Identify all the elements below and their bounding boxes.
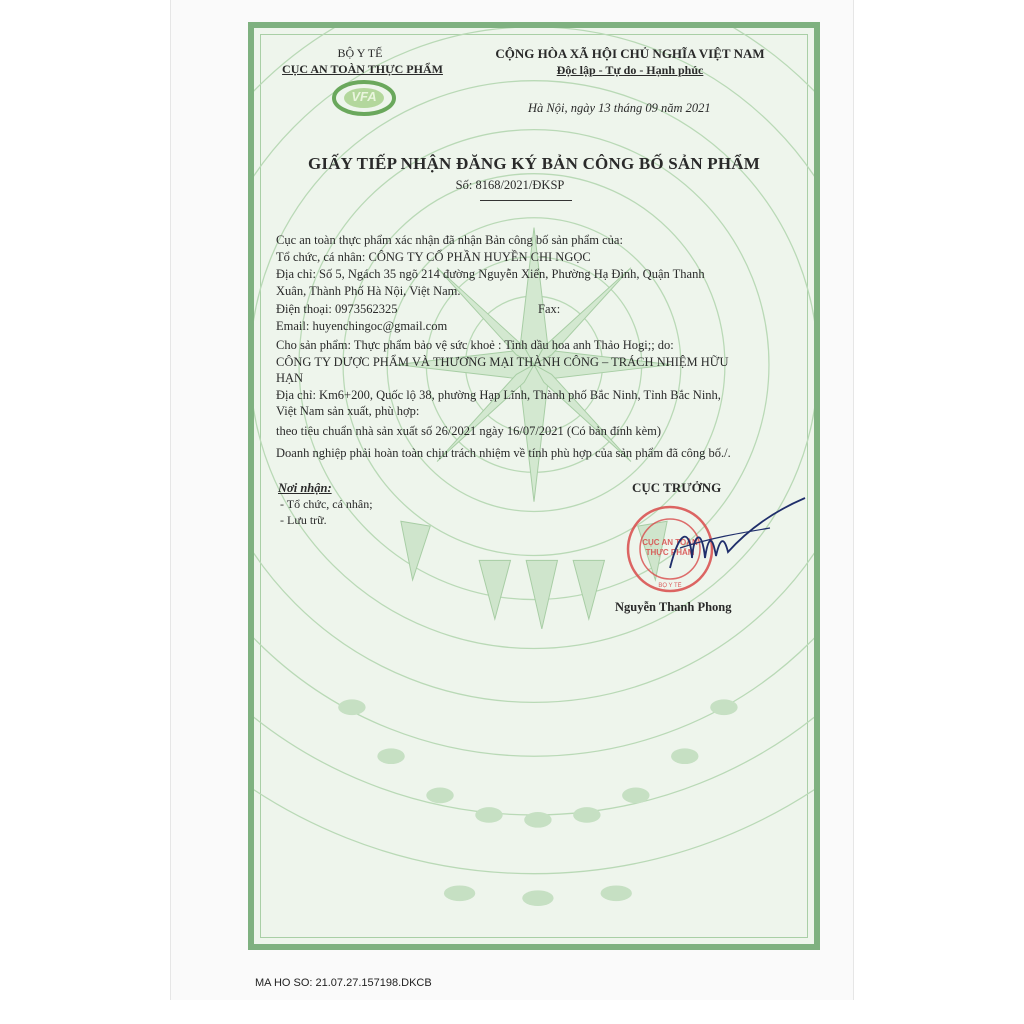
manufacturer-line-1: CÔNG TY DƯỢC PHẨM VÀ THƯƠNG MẠI THÀNH CÔNG – TRÁCH NHIỆM HỮU <box>276 355 729 369</box>
manufacturer-line-2: HẠN <box>276 371 304 385</box>
product-line: Cho sản phẩm: Thực phẩm bảo vệ sức khoẻ : Tinh dầu hoa anh Thảo Hogi;; do: <box>276 338 674 352</box>
handwritten-signature <box>650 488 810 588</box>
signer-name: Nguyễn Thanh Phong <box>615 600 732 614</box>
recipients-heading: Nơi nhận: <box>278 481 332 495</box>
ministry-name: BỘ Y TẾ <box>337 46 383 60</box>
dossier-code: MA HO SO: 21.07.27.157198.DKCB <box>255 977 432 989</box>
responsibility-line: Doanh nghiệp phải hoàn toàn chịu trách nhiệm về tính phù hợp của sản phẩm đã công bố./. <box>276 446 731 460</box>
title-underline <box>480 200 572 201</box>
fax-line: Fax: <box>538 302 561 316</box>
stamp-bottom-text: BỘ Y TẾ <box>658 583 682 589</box>
stamp-center-text: THỰC PHẨM <box>645 548 695 557</box>
email-line: Email: huyenchingoc@gmail.com <box>276 319 448 333</box>
document-title: GIẤY TIẾP NHẬN ĐĂNG KÝ BẢN CÔNG BỐ SẢN PHẨM <box>307 154 761 173</box>
country-name: CỘNG HÒA XÃ HỘI CHỦ NGHĨA VIỆT NAM <box>495 46 765 61</box>
manufacturer-address-1: Địa chỉ: Km6+200, Quốc lộ 38, phường Hạp Lĩnh, Thành phố Bắc Ninh, Tỉnh Bắc Ninh, <box>276 388 721 402</box>
signer-title: CỤC TRƯỞNG <box>632 480 722 495</box>
document-number: Số: 8168/2021/ĐKSP <box>455 178 565 192</box>
phone-line: Điện thoại: 0973562325 <box>276 302 398 316</box>
vfa-logo <box>330 78 398 118</box>
recipient-item: - Tổ chức, cá nhân; <box>280 497 373 511</box>
standard-line: theo tiêu chuẩn nhà sản xuất số 26/2021 ngày 16/07/2021 (Có bản đính kèm) <box>276 424 662 438</box>
vfa-logo-text: VFA <box>351 89 377 104</box>
recipient-item: - Lưu trữ. <box>280 513 327 527</box>
agency-name: CỤC AN TOÀN THỰC PHẨM <box>282 62 443 76</box>
intro-line: Cục an toàn thực phẩm xác nhận đã nhận Bản công bố sản phẩm của: <box>276 233 623 247</box>
organization-line: Tổ chức, cá nhân: CÔNG TY CỔ PHẦN HUYỀN CHI NGỌC <box>276 250 591 264</box>
address-line-2: Xuân, Thành Phố Hà Nội, Việt Nam. <box>276 284 461 298</box>
manufacturer-address-2: Việt Nam sản xuất, phù hợp: <box>276 404 420 418</box>
place-date: Hà Nội, ngày 13 tháng 09 năm 2021 <box>528 101 711 115</box>
stamp-center-text: CỤC AN TOÀN <box>642 538 698 547</box>
address-line-1: Địa chỉ: Số 5, Ngách 35 ngõ 214 đường Nguyễn Xiển, Phường Hạ Đình, Quận Thanh <box>276 267 705 281</box>
national-motto: Độc lập - Tự do - Hạnh phúc <box>556 63 704 77</box>
